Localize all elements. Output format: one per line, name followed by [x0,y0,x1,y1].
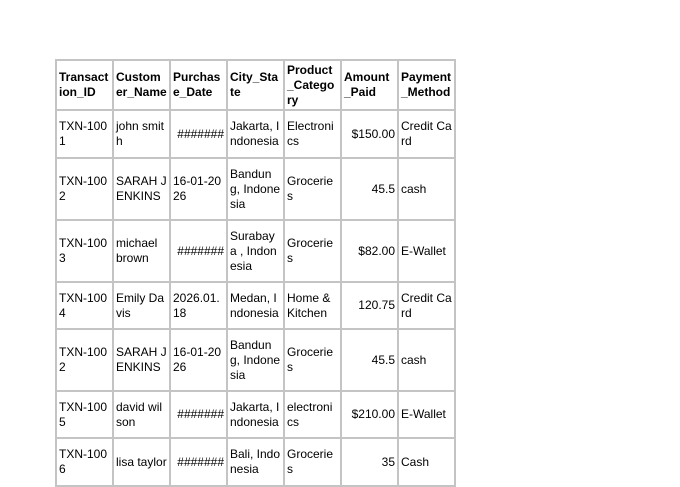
cell-customer-name[interactable]: SARAH JENKINS [113,158,170,220]
cell-purchase-date[interactable]: ####### [170,110,227,158]
cell-city-state[interactable]: Medan, Indonesia [227,282,284,329]
cell-amount-paid[interactable]: $210.00 [341,391,398,438]
table-row [56,282,455,329]
cell-amount-paid[interactable]: $150.00 [341,110,398,158]
cell-product-category[interactable]: Home & Kitchen [284,282,341,329]
cell-product-category[interactable]: Groceries [284,158,341,220]
cell-product-category[interactable]: Electronics [284,110,341,158]
cell-transaction-id[interactable]: TXN-1005 [56,391,113,438]
header-cell[interactable]: Payment_Method [398,60,455,110]
header-row [56,60,455,110]
table-row [56,158,455,220]
cell-purchase-date[interactable]: ####### [170,220,227,282]
table-row [56,391,455,438]
cell-transaction-id[interactable]: TXN-1006 [56,438,113,486]
header-cell[interactable]: Purchase_Date [170,60,227,110]
cell-city-state[interactable]: Bandung, Indonesia [227,158,284,220]
cell-purchase-date[interactable]: ####### [170,391,227,438]
cell-transaction-id[interactable]: TXN-1002 [56,329,113,391]
cell-purchase-date[interactable]: 2026.01.18 [170,282,227,329]
cell-transaction-id[interactable]: TXN-1003 [56,220,113,282]
cell-product-category[interactable]: Groceries [284,220,341,282]
table-row [56,220,455,282]
cell-amount-paid[interactable]: $82.00 [341,220,398,282]
cell-transaction-id[interactable]: TXN-1002 [56,158,113,220]
cell-amount-paid[interactable]: 45.5 [341,158,398,220]
cell-payment-method[interactable]: Cash [398,438,455,486]
cell-customer-name[interactable]: michael brown [113,220,170,282]
cell-payment-method[interactable]: E-Wallet [398,391,455,438]
cell-payment-method[interactable]: E-Wallet [398,220,455,282]
cell-purchase-date[interactable]: ####### [170,438,227,486]
cell-payment-method[interactable]: Credit Card [398,282,455,329]
cell-product-category[interactable]: electronics [284,391,341,438]
cell-customer-name[interactable]: lisa taylor [113,438,170,486]
cell-city-state[interactable]: Surabaya , Indonesia [227,220,284,282]
cell-city-state[interactable]: Bali, Indonesia [227,438,284,486]
cell-amount-paid[interactable]: 120.75 [341,282,398,329]
cell-amount-paid[interactable]: 45.5 [341,329,398,391]
table-row [56,438,455,486]
header-cell[interactable]: Customer_Name [113,60,170,110]
cell-product-category[interactable]: Groceries [284,438,341,486]
cell-customer-name[interactable]: david wilson [113,391,170,438]
cell-city-state[interactable]: Jakarta, Indonesia [227,110,284,158]
table-row [56,329,455,391]
header-cell[interactable]: Product_Category [284,60,341,110]
header-cell[interactable]: Amount_Paid [341,60,398,110]
header-cell[interactable]: City_State [227,60,284,110]
table-row [56,110,455,158]
cell-customer-name[interactable]: SARAH JENKINS [113,329,170,391]
cell-payment-method[interactable]: cash [398,158,455,220]
cell-city-state[interactable]: Bandung, Indonesia [227,329,284,391]
cell-payment-method[interactable]: cash [398,329,455,391]
cell-purchase-date[interactable]: 16-01-2026 [170,158,227,220]
cell-transaction-id[interactable]: TXN-1001 [56,110,113,158]
cell-transaction-id[interactable]: TXN-1004 [56,282,113,329]
cell-amount-paid[interactable]: 35 [341,438,398,486]
cell-customer-name[interactable]: john smith [113,110,170,158]
cell-customer-name[interactable]: Emily Davis [113,282,170,329]
cell-payment-method[interactable]: Credit Card [398,110,455,158]
spreadsheet-table [55,59,456,487]
header-cell[interactable]: Transaction_ID [56,60,113,110]
cell-city-state[interactable]: Jakarta, Indonesia [227,391,284,438]
cell-purchase-date[interactable]: 16-01-2026 [170,329,227,391]
cell-product-category[interactable]: Groceries [284,329,341,391]
